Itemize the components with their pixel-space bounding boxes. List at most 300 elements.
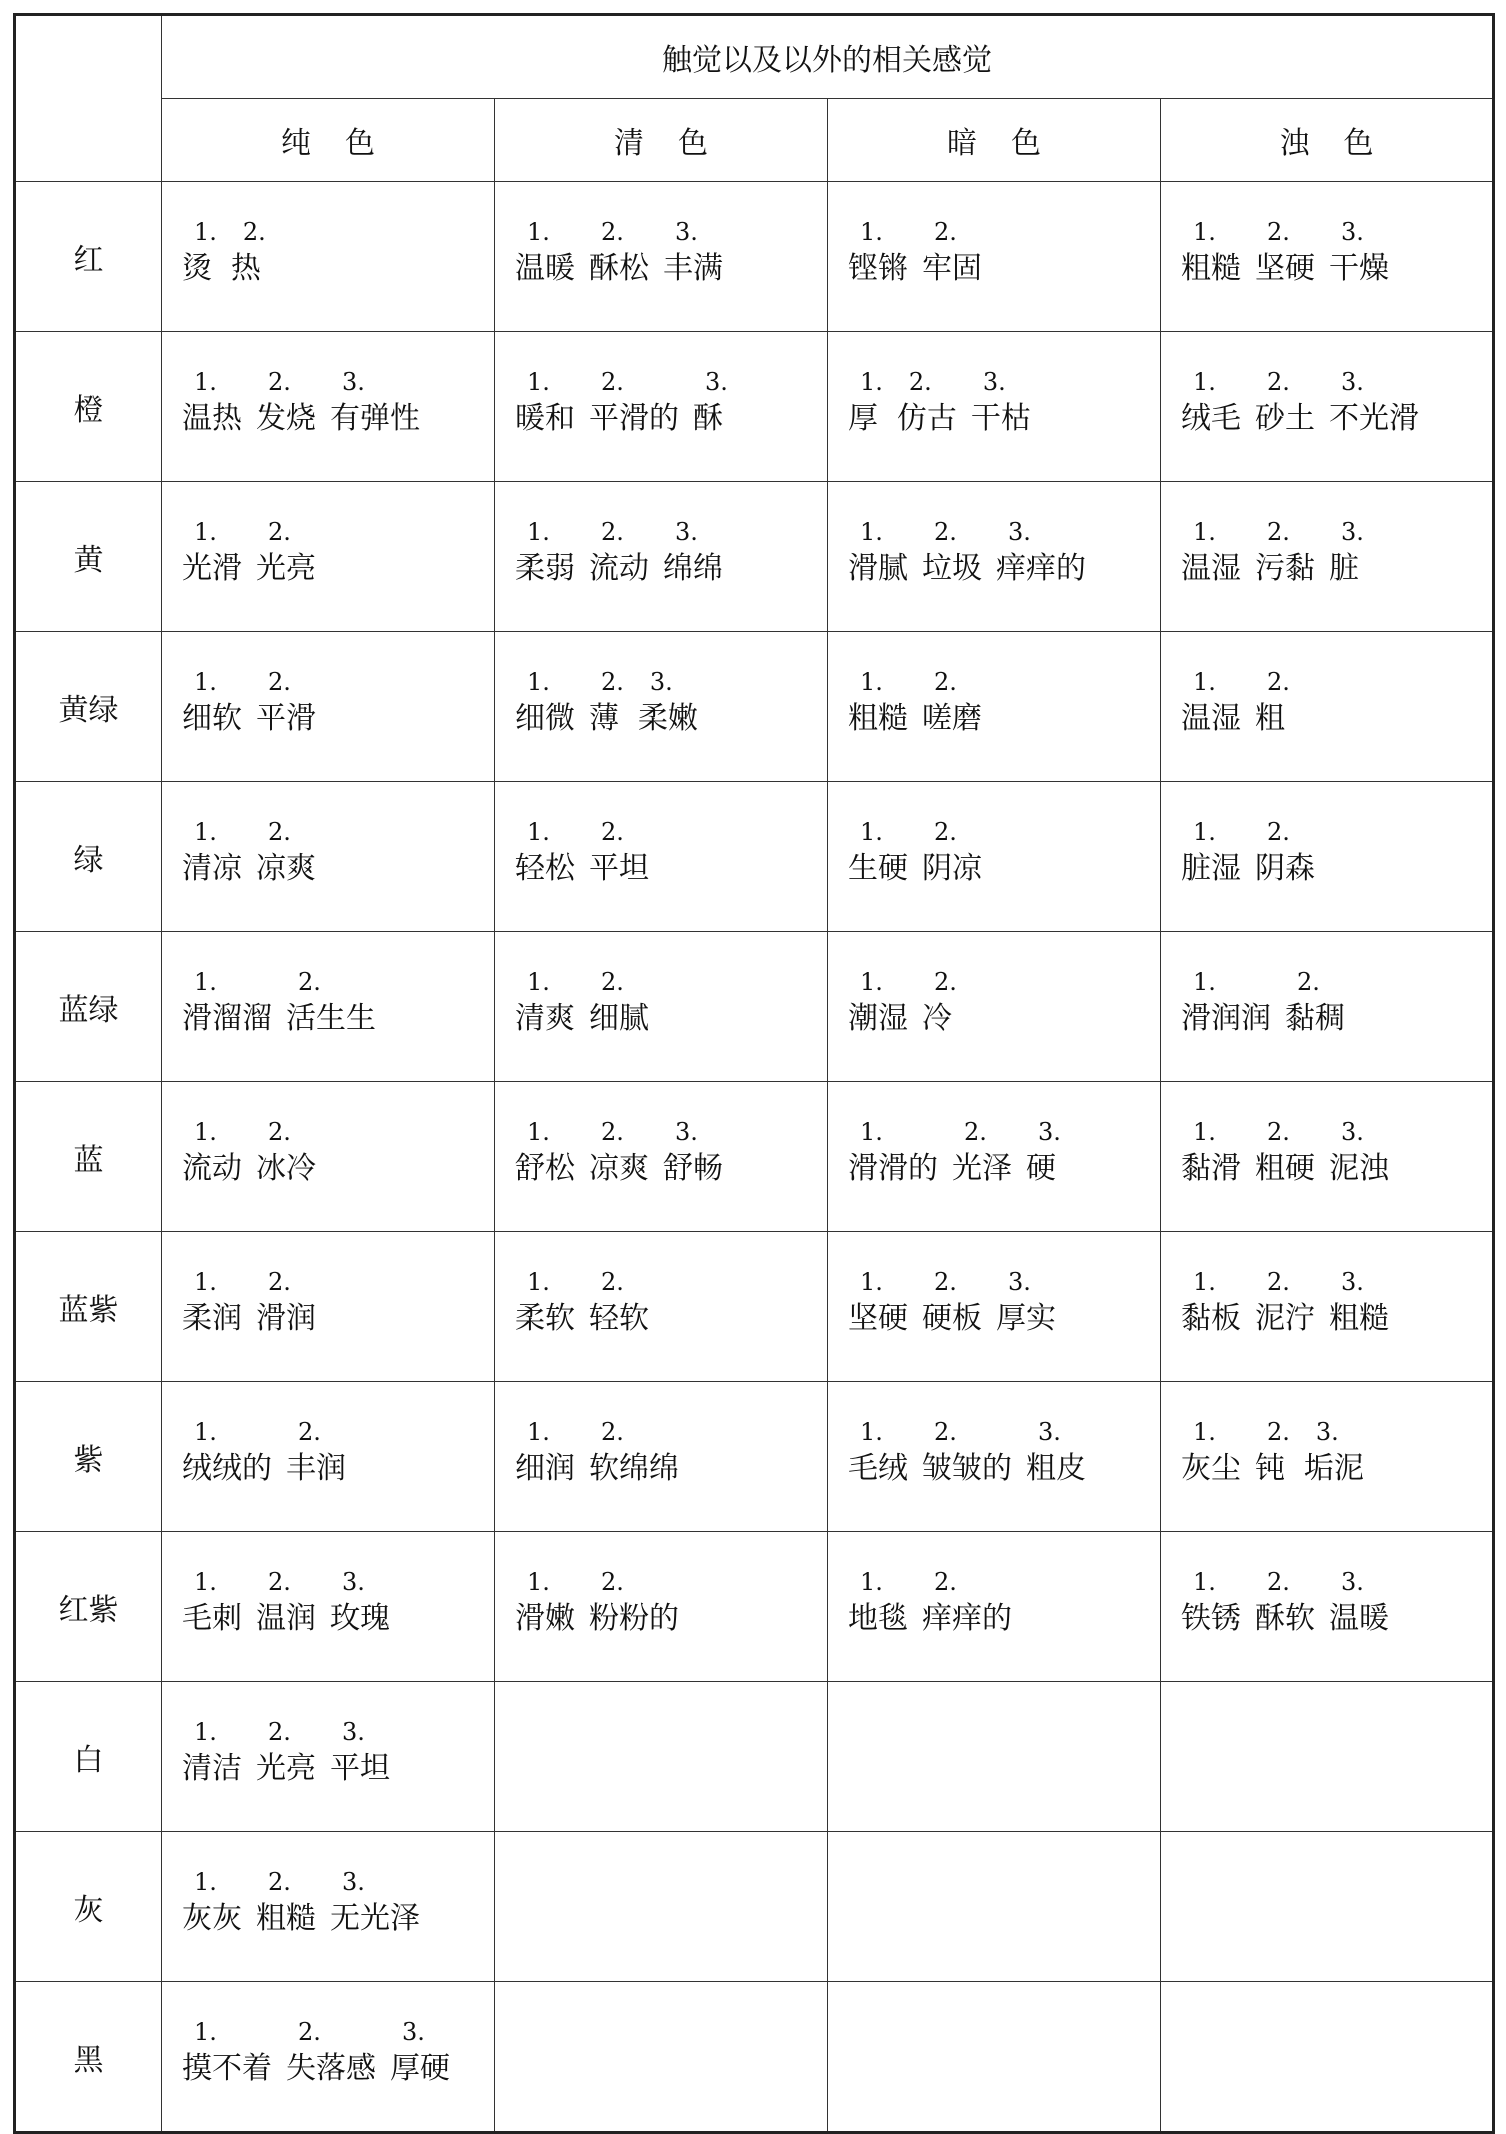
item-number: 3. <box>1008 518 1031 546</box>
item-word: 粗糙 <box>848 701 908 736</box>
item-word: 流动 <box>182 1151 242 1186</box>
cell-dark <box>828 1682 1161 1832</box>
list-item <box>848 366 883 440</box>
item-word: 皱皱的 <box>922 1451 1012 1486</box>
item-word: 嗟磨 <box>922 701 982 736</box>
list-item <box>286 966 376 1040</box>
cell-pure <box>162 482 495 632</box>
item-number: 1. <box>194 1418 217 1446</box>
item-word: 滑溜溜 <box>182 1001 272 1036</box>
item-word: 滑润润 <box>1181 1001 1271 1036</box>
list-item <box>848 1116 938 1190</box>
item-word: 凉爽 <box>256 851 316 886</box>
item-number: 1. <box>1193 1268 1216 1296</box>
item-word: 牢固 <box>922 251 982 286</box>
item-number: 2. <box>934 1268 957 1296</box>
list-item <box>1181 966 1271 1040</box>
item-number: 3. <box>1008 1268 1031 1296</box>
table-row <box>15 182 1494 332</box>
row-label: 红紫 <box>15 1532 162 1682</box>
cell-pure <box>162 1232 495 1382</box>
list-item <box>286 2016 376 2090</box>
item-number: 1. <box>527 368 550 396</box>
list-item <box>589 366 679 440</box>
list-item <box>848 1266 908 1340</box>
item-word: 烫 <box>182 251 212 286</box>
item-number: 3. <box>1038 1418 1061 1446</box>
table-row <box>15 782 1494 932</box>
item-number: 1. <box>860 1268 883 1296</box>
list-item <box>589 216 649 290</box>
item-word: 干燥 <box>1329 251 1389 286</box>
row-label: 蓝紫 <box>15 1232 162 1382</box>
item-number: 2. <box>268 668 291 696</box>
list-item <box>897 366 957 440</box>
list-item <box>922 1266 982 1340</box>
item-number: 1. <box>194 1268 217 1296</box>
cell-dark <box>828 182 1161 332</box>
item-number: 3. <box>649 668 673 696</box>
item-number: 2. <box>268 1268 291 1296</box>
cell-dull <box>1161 1532 1494 1682</box>
list-item <box>256 1716 316 1790</box>
column-header-clear: 清色 <box>495 99 828 182</box>
list-item <box>663 516 723 590</box>
item-word: 清凉 <box>182 851 242 886</box>
list-item <box>1181 1266 1241 1340</box>
item-word: 垃圾 <box>922 551 982 586</box>
item-word: 毛绒 <box>848 1451 908 1486</box>
item-word: 泥浊 <box>1329 1151 1389 1186</box>
list-item <box>1329 516 1364 590</box>
cell-pure <box>162 1382 495 1532</box>
list-item <box>638 666 698 740</box>
cell-dull <box>1161 332 1494 482</box>
list-item <box>922 216 982 290</box>
cell-dull <box>1161 782 1494 932</box>
list-item <box>1255 1416 1290 1490</box>
list-item <box>182 1416 272 1490</box>
item-number: 1. <box>194 968 217 996</box>
item-number: 3. <box>1038 1118 1061 1146</box>
item-number: 3. <box>982 368 1006 396</box>
item-number: 2. <box>268 1718 291 1746</box>
item-number: 3. <box>1315 1418 1339 1446</box>
row-label: 灰 <box>15 1832 162 1982</box>
cell-pure <box>162 1682 495 1832</box>
item-word: 泥泞 <box>1255 1301 1315 1336</box>
item-number: 1. <box>527 818 550 846</box>
cell-pure <box>162 182 495 332</box>
item-number: 3. <box>675 518 698 546</box>
item-word: 温热 <box>182 401 242 436</box>
list-item <box>693 366 728 440</box>
list-item <box>996 1266 1056 1340</box>
row-label: 白 <box>15 1682 162 1832</box>
list-item <box>286 1416 346 1490</box>
item-number: 2. <box>601 368 624 396</box>
list-item <box>1181 516 1241 590</box>
cell-dull <box>1161 1982 1494 2133</box>
item-number: 1. <box>1193 368 1216 396</box>
item-word: 砂土 <box>1255 401 1315 436</box>
item-word: 粗糙 <box>256 1901 316 1936</box>
item-number: 2. <box>601 968 624 996</box>
table-row <box>15 1232 1494 1382</box>
item-word: 温湿 <box>1181 701 1241 736</box>
item-number: 2. <box>298 968 321 996</box>
table-row <box>15 1982 1494 2133</box>
item-number: 1. <box>1193 218 1216 246</box>
cell-pure <box>162 332 495 482</box>
cell-pure <box>162 1082 495 1232</box>
item-number: 1. <box>194 668 217 696</box>
item-word: 冷 <box>922 1001 952 1036</box>
table-row <box>15 1682 1494 1832</box>
cell-clear <box>495 1982 828 2133</box>
item-number: 1. <box>1193 818 1216 846</box>
item-number: 2. <box>242 218 266 246</box>
list-item <box>589 816 649 890</box>
item-word: 平滑的 <box>589 401 679 436</box>
cell-clear <box>495 1082 828 1232</box>
item-word: 仿古 <box>896 401 957 436</box>
item-number: 1. <box>194 2018 217 2046</box>
list-item <box>256 1266 316 1340</box>
list-item <box>330 366 420 440</box>
list-item <box>182 666 242 740</box>
list-item <box>182 1716 242 1790</box>
item-word: 粗皮 <box>1026 1451 1086 1486</box>
item-number: 1. <box>1193 668 1216 696</box>
list-item <box>1181 1116 1241 1190</box>
item-number: 1. <box>527 1418 550 1446</box>
list-item <box>922 516 982 590</box>
item-word: 柔弱 <box>515 551 575 586</box>
list-item <box>1026 1116 1061 1190</box>
item-number: 3. <box>1341 1568 1364 1596</box>
item-number: 2. <box>601 1418 624 1446</box>
item-word: 柔润 <box>182 1301 242 1336</box>
table-row <box>15 932 1494 1082</box>
list-item <box>182 216 217 290</box>
item-number: 2. <box>268 1568 291 1596</box>
item-number: 1. <box>527 668 550 696</box>
item-number: 2. <box>1267 368 1290 396</box>
cell-dull <box>1161 932 1494 1082</box>
item-number: 2. <box>268 1868 291 1896</box>
item-word: 绵绵 <box>663 551 723 586</box>
item-word: 舒松 <box>515 1151 575 1186</box>
item-word: 硬 <box>1026 1151 1056 1186</box>
item-number: 2. <box>934 968 957 996</box>
item-word: 不光滑 <box>1329 401 1419 436</box>
item-number: 1. <box>860 368 883 396</box>
list-item <box>1329 216 1389 290</box>
list-item <box>1329 1566 1389 1640</box>
cell-clear <box>495 1682 828 1832</box>
item-number: 1. <box>194 518 217 546</box>
item-word: 清洁 <box>182 1751 242 1786</box>
item-word: 凉爽 <box>589 1151 649 1186</box>
item-word: 细腻 <box>589 1001 649 1036</box>
row-label: 蓝 <box>15 1082 162 1232</box>
list-item <box>515 1416 575 1490</box>
item-word: 地毯 <box>848 1601 908 1636</box>
list-item <box>231 216 266 290</box>
list-item <box>182 366 242 440</box>
item-word: 粗 <box>1255 701 1285 736</box>
list-item <box>1181 216 1241 290</box>
list-item <box>1304 1416 1364 1490</box>
cell-clear <box>495 1532 828 1682</box>
list-item <box>1181 1566 1241 1640</box>
row-label: 黑 <box>15 1982 162 2133</box>
list-item <box>1181 366 1241 440</box>
cell-dark <box>828 1982 1161 2133</box>
item-word: 活生生 <box>286 1001 376 1036</box>
list-item <box>922 966 957 1040</box>
list-item <box>256 366 316 440</box>
item-word: 摸不着 <box>182 2051 272 2086</box>
cell-pure <box>162 1832 495 1982</box>
cell-clear <box>495 332 828 482</box>
item-word: 细微 <box>515 701 575 736</box>
item-number: 2. <box>934 1568 957 1596</box>
list-item <box>256 666 316 740</box>
list-item <box>996 516 1086 590</box>
item-number: 1. <box>860 1418 883 1446</box>
item-word: 绒绒的 <box>182 1451 272 1486</box>
list-item <box>182 1866 242 1940</box>
list-item <box>589 1116 649 1190</box>
item-number: 2. <box>934 518 957 546</box>
item-word: 酥松 <box>589 251 649 286</box>
item-word: 丰润 <box>286 1451 346 1486</box>
item-word: 平滑 <box>256 701 316 736</box>
table-row <box>15 632 1494 782</box>
list-item <box>1255 1116 1315 1190</box>
table-body <box>15 182 1494 2133</box>
item-word: 脏湿 <box>1181 851 1241 886</box>
item-number: 1. <box>527 1118 550 1146</box>
item-number: 2. <box>1267 218 1290 246</box>
item-number: 3. <box>342 1868 365 1896</box>
cell-dark <box>828 482 1161 632</box>
item-word: 生硬 <box>848 851 908 886</box>
cell-clear <box>495 632 828 782</box>
item-word: 黏稠 <box>1285 1001 1345 1036</box>
cell-dark <box>828 332 1161 482</box>
cell-dark <box>828 1532 1161 1682</box>
header-row-columns <box>15 99 1494 182</box>
list-item <box>515 1566 575 1640</box>
item-word: 柔嫩 <box>637 701 698 736</box>
item-number: 3. <box>1341 1268 1364 1296</box>
item-word: 脏 <box>1329 551 1359 586</box>
item-word: 灰尘 <box>1181 1451 1241 1486</box>
item-word: 铿锵 <box>848 251 908 286</box>
list-item <box>1329 1116 1389 1190</box>
item-number: 2. <box>1267 818 1290 846</box>
item-number: 2. <box>298 2018 321 2046</box>
header-row-group <box>15 15 1494 99</box>
list-item <box>330 1716 390 1790</box>
item-number: 3. <box>675 218 698 246</box>
item-word: 有弹性 <box>330 401 420 436</box>
cell-clear <box>495 182 828 332</box>
list-item <box>1026 1416 1086 1490</box>
item-number: 1. <box>527 518 550 546</box>
item-word: 光亮 <box>256 1751 316 1786</box>
item-word: 失落感 <box>286 2051 376 2086</box>
item-number: 1. <box>194 1568 217 1596</box>
item-word: 坚硬 <box>848 1301 908 1336</box>
item-number: 3. <box>402 2018 425 2046</box>
item-number: 2. <box>601 668 624 696</box>
item-word: 钝 <box>1255 1451 1285 1486</box>
cell-pure <box>162 782 495 932</box>
list-item <box>922 1566 1012 1640</box>
item-number: 2. <box>1267 1268 1290 1296</box>
item-number: 2. <box>934 818 957 846</box>
item-number: 2. <box>1267 1118 1290 1146</box>
list-item <box>1255 366 1315 440</box>
item-word: 痒痒的 <box>996 551 1086 586</box>
item-number: 2. <box>601 518 624 546</box>
item-word: 热 <box>230 251 261 286</box>
list-item <box>1255 516 1315 590</box>
item-word: 无光泽 <box>330 1901 420 1936</box>
item-word: 粉粉的 <box>589 1601 679 1636</box>
list-item <box>589 666 624 740</box>
item-word: 阴凉 <box>922 851 982 886</box>
cell-dull <box>1161 1232 1494 1382</box>
list-item <box>589 966 649 1040</box>
item-number: 3. <box>705 368 728 396</box>
item-word: 光亮 <box>256 551 316 586</box>
cell-dull <box>1161 482 1494 632</box>
list-item <box>256 816 316 890</box>
item-number: 2. <box>934 218 957 246</box>
item-number: 2. <box>1267 668 1290 696</box>
list-item <box>330 1866 420 1940</box>
item-number: 2. <box>1297 968 1320 996</box>
list-item <box>390 2016 450 2090</box>
list-item <box>848 216 908 290</box>
item-number: 3. <box>1341 1118 1364 1146</box>
item-word: 滑腻 <box>848 551 908 586</box>
list-item <box>182 516 242 590</box>
list-item <box>848 1416 908 1490</box>
list-item <box>1181 816 1241 890</box>
item-word: 铁锈 <box>1181 1601 1241 1636</box>
item-word: 毛刺 <box>182 1601 242 1636</box>
item-number: 2. <box>268 818 291 846</box>
item-number: 1. <box>860 518 883 546</box>
item-number: 1. <box>860 968 883 996</box>
item-number: 1. <box>194 1868 217 1896</box>
item-number: 1. <box>1193 1418 1216 1446</box>
list-item <box>952 1116 1012 1190</box>
item-word: 阴森 <box>1255 851 1315 886</box>
list-item <box>182 1266 242 1340</box>
item-word: 丰满 <box>663 251 723 286</box>
row-label: 黄绿 <box>15 632 162 782</box>
list-item <box>971 366 1031 440</box>
list-item <box>182 2016 272 2090</box>
cell-clear <box>495 1382 828 1532</box>
table-row <box>15 1382 1494 1532</box>
item-word: 厚硬 <box>390 2051 450 2086</box>
cell-dull <box>1161 632 1494 782</box>
row-label: 橙 <box>15 332 162 482</box>
cell-clear <box>495 1832 828 1982</box>
list-item <box>848 1566 908 1640</box>
item-word: 暖和 <box>515 401 575 436</box>
list-item <box>515 966 575 1040</box>
item-word: 清爽 <box>515 1001 575 1036</box>
list-item <box>515 1266 575 1340</box>
item-number: 3. <box>1341 368 1364 396</box>
cell-dark <box>828 1082 1161 1232</box>
column-header-dark: 暗色 <box>828 99 1161 182</box>
item-number: 1. <box>194 1118 217 1146</box>
list-item <box>922 1416 1012 1490</box>
list-item <box>663 1116 723 1190</box>
item-word: 舒畅 <box>663 1151 723 1186</box>
item-number: 1. <box>527 1568 550 1596</box>
item-word: 平坦 <box>330 1751 390 1786</box>
item-number: 1. <box>527 968 550 996</box>
item-number: 3. <box>1341 218 1364 246</box>
item-word: 平坦 <box>589 851 649 886</box>
item-number: 3. <box>342 1568 365 1596</box>
item-word: 绒毛 <box>1181 401 1241 436</box>
row-label: 蓝绿 <box>15 932 162 1082</box>
cell-clear <box>495 482 828 632</box>
item-number: 1. <box>194 218 217 246</box>
item-number: 2. <box>964 1118 987 1146</box>
list-item <box>1329 1266 1389 1340</box>
item-word: 流动 <box>589 551 649 586</box>
list-item <box>515 216 575 290</box>
item-word: 温润 <box>256 1601 316 1636</box>
item-word: 温暖 <box>1329 1601 1389 1636</box>
item-number: 1. <box>1193 1118 1216 1146</box>
item-number: 2. <box>1267 1418 1290 1446</box>
row-label: 红 <box>15 182 162 332</box>
cell-clear <box>495 782 828 932</box>
list-item <box>589 516 649 590</box>
list-item <box>182 1566 242 1640</box>
item-number: 1. <box>860 1568 883 1596</box>
cell-dull <box>1161 182 1494 332</box>
table-row <box>15 1082 1494 1232</box>
list-item <box>1181 1416 1241 1490</box>
item-number: 2. <box>268 518 291 546</box>
item-word: 滑滑的 <box>848 1151 938 1186</box>
cell-pure <box>162 932 495 1082</box>
list-item <box>848 966 908 1040</box>
item-word: 厚实 <box>996 1301 1056 1336</box>
item-number: 2. <box>298 1418 321 1446</box>
item-word: 厚 <box>848 401 878 436</box>
cell-dull <box>1161 1382 1494 1532</box>
cell-clear <box>495 932 828 1082</box>
cell-pure <box>162 632 495 782</box>
cell-dull <box>1161 1832 1494 1982</box>
